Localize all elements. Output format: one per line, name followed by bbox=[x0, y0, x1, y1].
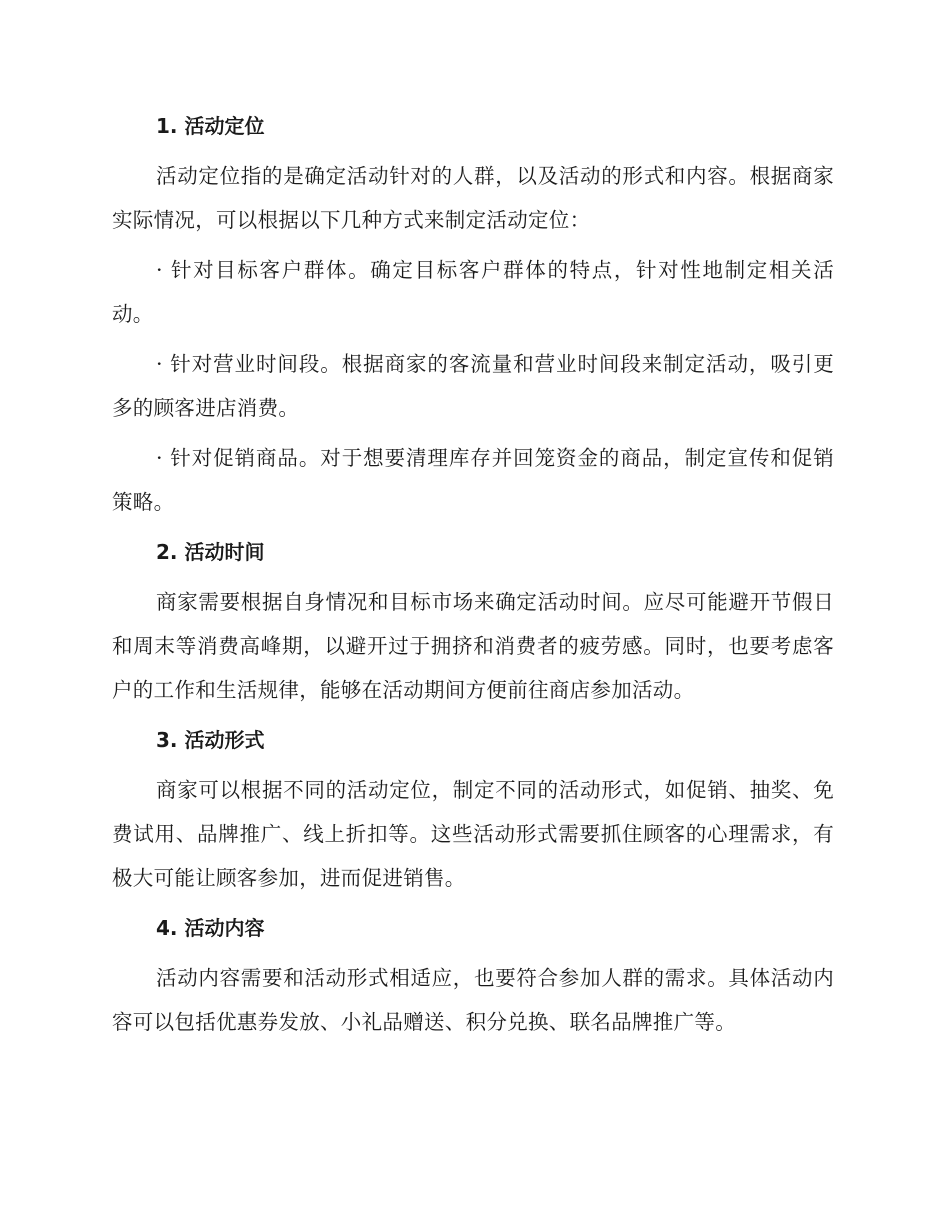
section-paragraph: 活动内容需要和活动形式相适应，也要符合参加人群的需求。具体活动内容可以包括优惠券发放、小礼品赠送、积分兑换、联名品牌推广等。 bbox=[112, 966, 834, 1034]
section-heading-positioning: 1. 活动定位 bbox=[156, 114, 265, 138]
section-heading-content: 4. 活动内容 bbox=[156, 916, 265, 940]
section-paragraph: 活动定位指的是确定活动针对的人群，以及活动的形式和内容。根据商家实际情况，可以根据以下几种方式来制定活动定位： bbox=[112, 164, 834, 232]
bullet-item-promo-goods: · 针对促销商品。对于想要清理库存并回笼资金的商品，制定宣传和促销策略。 bbox=[112, 446, 834, 514]
section-paragraph: 商家需要根据自身情况和目标市场来确定活动时间。应尽可能避开节假日和周末等消费高峰期，以避开过于拥挤和消费者的疲劳感。同时，也要考虑客户的工作和生活规律，能够在活动期间方便前往商店参加活动。 bbox=[112, 590, 834, 702]
document-page bbox=[112, 104, 834, 1050]
section-paragraph: 商家可以根据不同的活动定位，制定不同的活动形式，如促销、抽奖、免费试用、品牌推广、线上折扣等。这些活动形式需要抓住顾客的心理需求，有极大可能让顾客参加，进而促进销售。 bbox=[112, 778, 834, 890]
section-heading-time: 2. 活动时间 bbox=[156, 540, 265, 564]
section-heading-form: 3. 活动形式 bbox=[156, 728, 265, 752]
bullet-item-business-hours: · 针对营业时间段。根据商家的客流量和营业时间段来制定活动，吸引更多的顾客进店消费。 bbox=[112, 352, 834, 420]
bullet-item-target-customers: · 针对目标客户群体。确定目标客户群体的特点，针对性地制定相关活动。 bbox=[112, 258, 834, 326]
